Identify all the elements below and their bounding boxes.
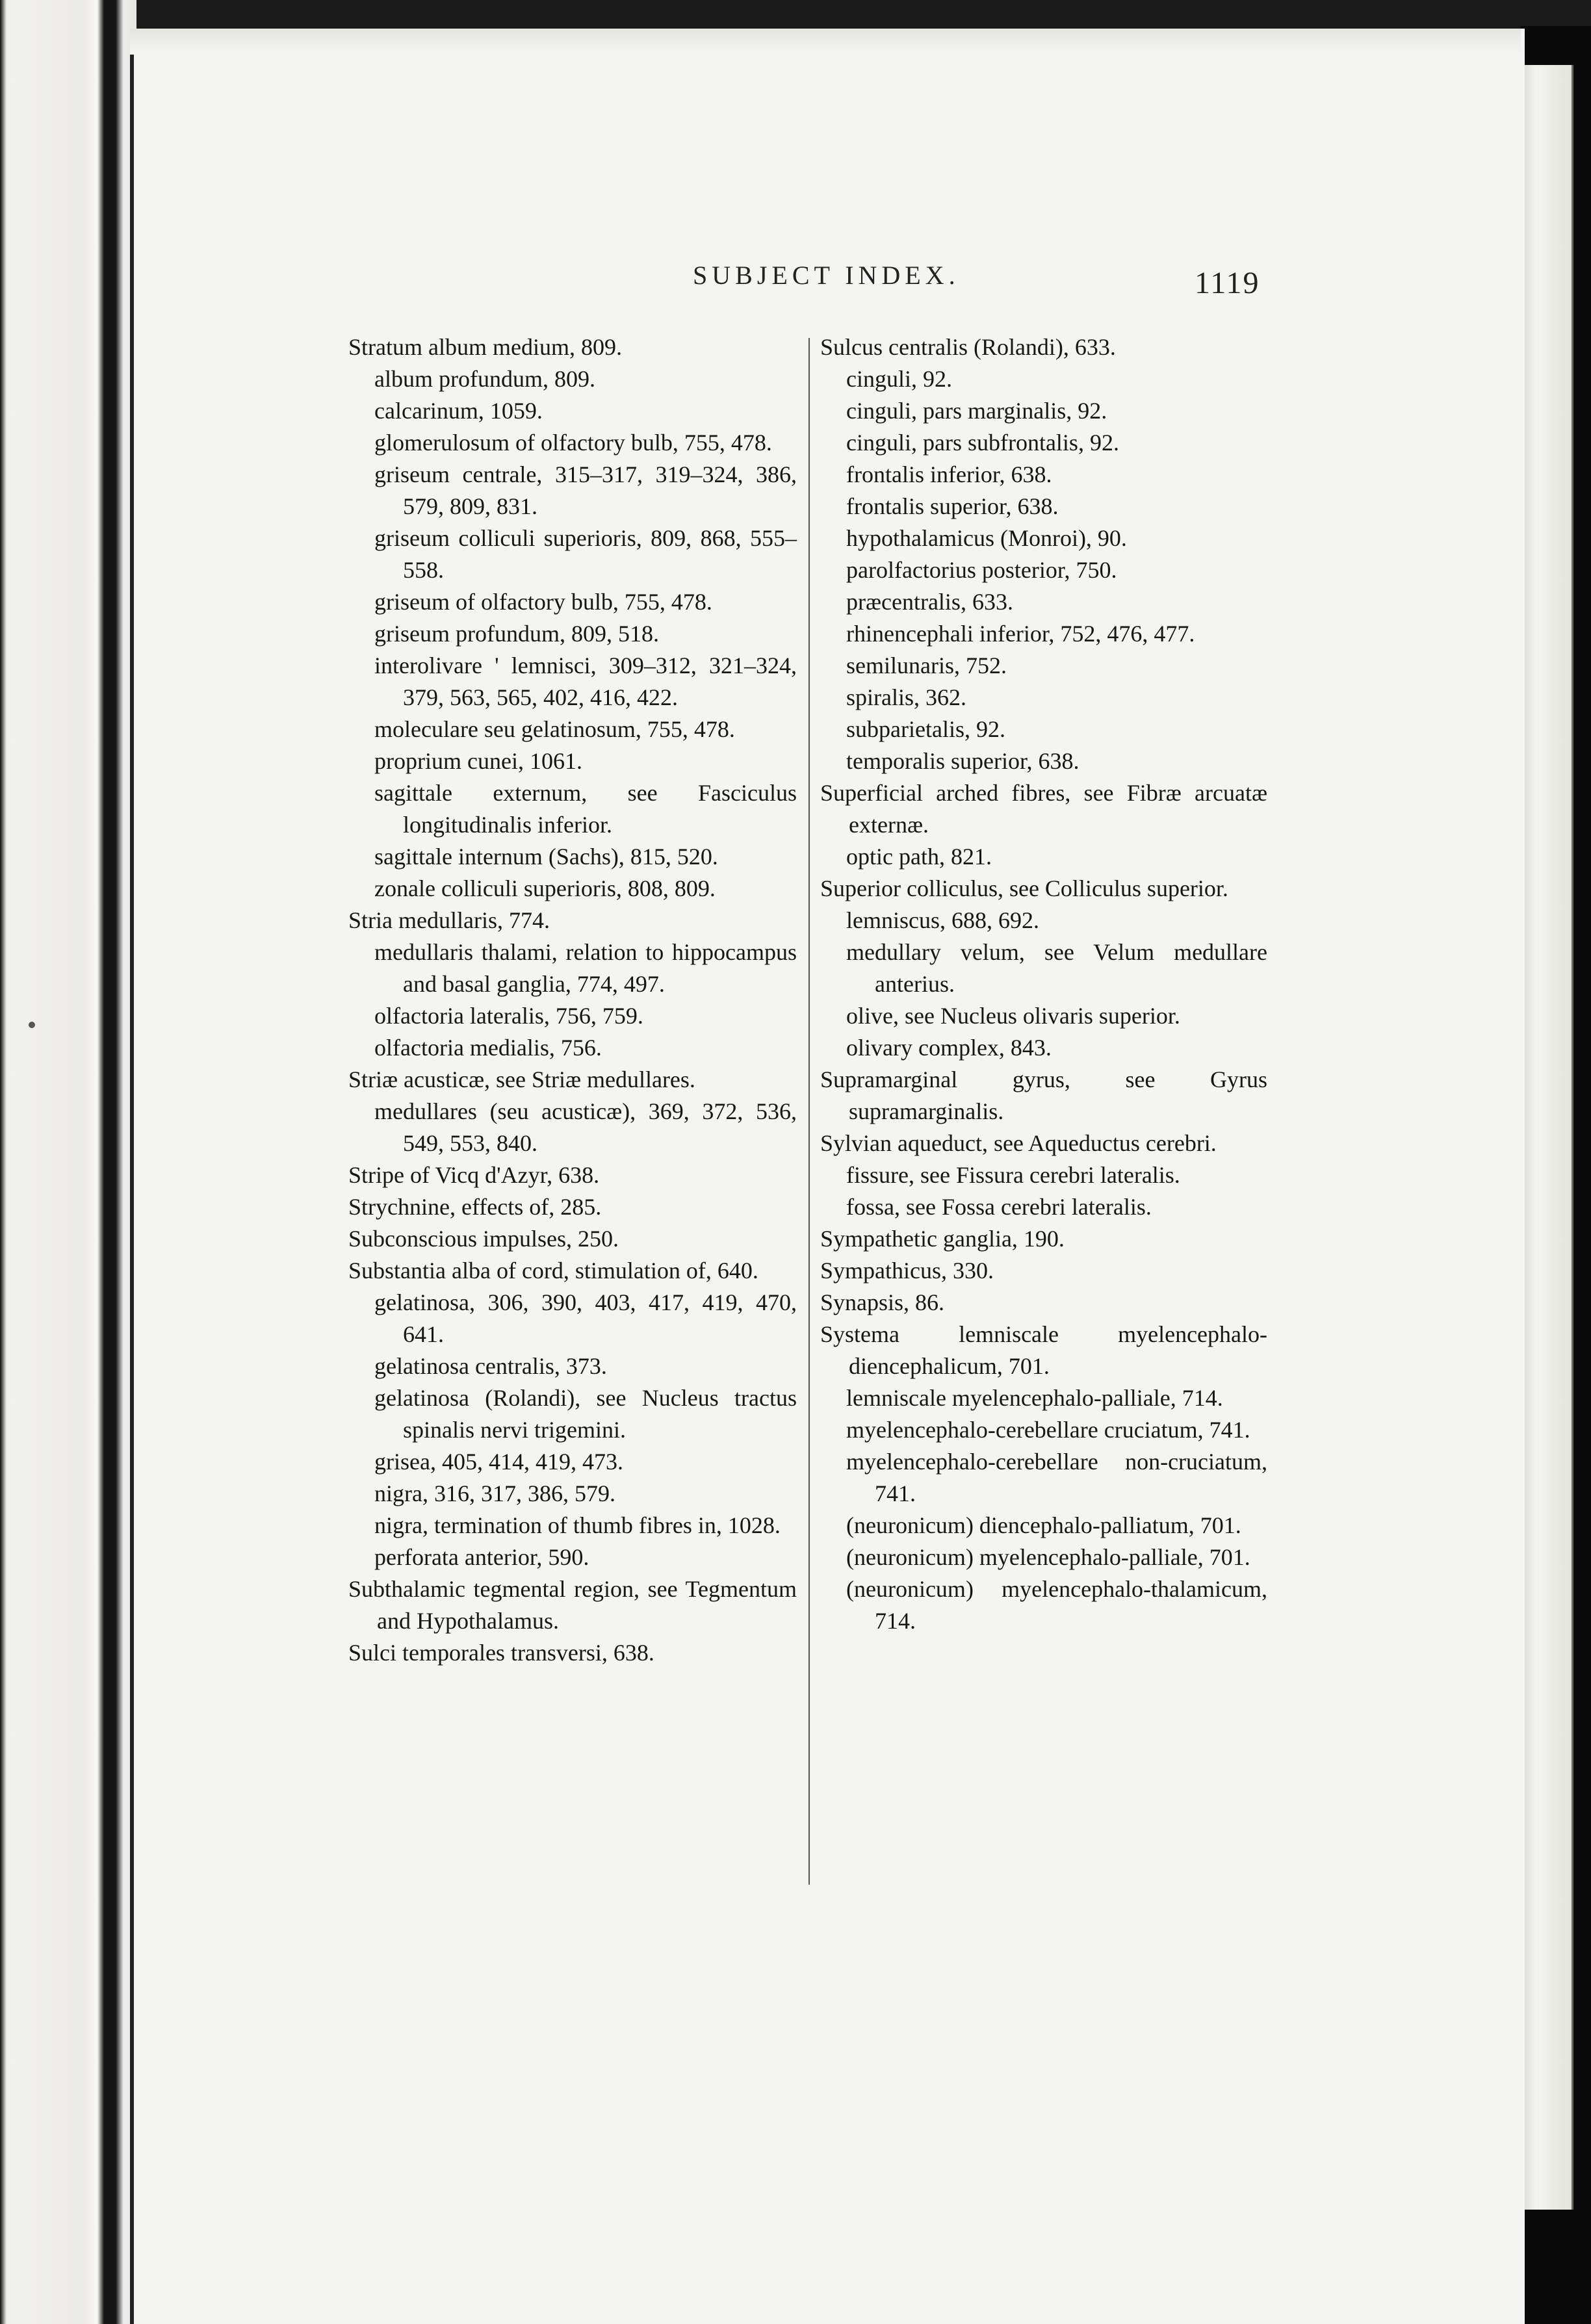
index-entry: Substantia alba of cord, stimulation of, 640.: [348, 1258, 758, 1284]
index-entry: Striæ acusticæ, see Striæ medullares.: [348, 1066, 695, 1092]
index-subentry: (neuronicum) myelencephalo-thalamicum, 714.: [846, 1576, 1267, 1634]
index-entry: Sulci temporales transversi, 638.: [348, 1640, 654, 1666]
index-entry: Strychnine, effects of, 285.: [348, 1194, 602, 1220]
index-subentry: frontalis superior, 638.: [846, 493, 1059, 519]
index-subentry: (neuronicum) myelencephalo-palliale, 701.: [846, 1544, 1250, 1570]
index-subentry: griseum profundum, 809, 518.: [374, 621, 659, 647]
index-subentry: cinguli, 92.: [846, 366, 952, 392]
index-entry: Supramarginal gyrus, see Gyrus supramarginalis.: [820, 1066, 1267, 1124]
index-subentry: sagittale internum (Sachs), 815, 520.: [374, 844, 718, 870]
index-entry: Subthalamic tegmental region, see Tegmentum and Hypothalamus.: [348, 1576, 797, 1634]
index-subentry: olfactoria medialis, 756.: [374, 1035, 602, 1061]
index-subentry: frontalis inferior, 638.: [846, 461, 1052, 487]
index-subentry: rhinencephali inferior, 752, 476, 477.: [846, 621, 1195, 647]
index-subentry: gelatinosa, 306, 390, 403, 417, 419, 470, 641.: [374, 1289, 797, 1347]
index-subentry: griseum colliculi superioris, 809, 868, 555–558.: [374, 525, 797, 583]
index-subentry: fossa, see Fossa cerebri lateralis.: [846, 1194, 1152, 1220]
index-subentry: optic path, 821.: [846, 844, 992, 870]
index-subentry: album profundum, 809.: [374, 366, 595, 392]
index-entry: Sympathetic ganglia, 190.: [820, 1226, 1065, 1252]
index-subentry: glomerulosum of olfactory bulb, 755, 478.: [374, 430, 772, 456]
page-top-edge: [130, 29, 1521, 55]
index-subentry: lemniscus, 688, 692.: [846, 907, 1039, 933]
back-page-edge: [1521, 65, 1573, 2210]
index-subentry: medullary velum, see Velum medullare anterius.: [846, 939, 1267, 997]
index-subentry: medullaris thalami, relation to hippocampus and basal ganglia, 774, 497.: [374, 939, 797, 997]
index-subentry: cinguli, pars marginalis, 92.: [846, 398, 1107, 424]
index-entry: Sympathicus, 330.: [820, 1258, 994, 1284]
index-subentry: olivary complex, 843.: [846, 1035, 1052, 1061]
index-subentry: præcentralis, 633.: [846, 589, 1013, 615]
index-subentry: perforata anterior, 590.: [374, 1544, 589, 1570]
index-subentry: gelatinosa (Rolandi), see Nucleus tractus spinalis nervi trigemini.: [374, 1385, 797, 1443]
index-entry: Subconscious impulses, 250.: [348, 1226, 619, 1252]
index-subentry: gelatinosa centralis, 373.: [374, 1353, 607, 1379]
index-column-right: [820, 331, 1267, 1637]
index-subentry: myelencephalo-cerebellare non-cruciatum, 741.: [846, 1449, 1267, 1506]
index-subentry: subparietalis, 92.: [846, 716, 1005, 742]
index-subentry: hypothalamicus (Monroi), 90.: [846, 525, 1127, 551]
index-subentry: spiralis, 362.: [846, 684, 966, 710]
index-subentry: griseum of olfactory bulb, 755, 478.: [374, 589, 712, 615]
index-entry: Stria medullaris, 774.: [348, 907, 550, 933]
index-entry: Stratum album medium, 809.: [348, 334, 622, 360]
index-subentry: interolivare ' lemnisci, 309–312, 321–324, 379, 563, 565, 402, 416, 422.: [374, 652, 797, 710]
index-subentry: nigra, termination of thumb fibres in, 1028.: [374, 1512, 781, 1538]
index-subentry: fissure, see Fissura cerebri lateralis.: [846, 1162, 1180, 1188]
index-subentry: cinguli, pars subfrontalis, 92.: [846, 430, 1119, 456]
index-subentry: lemniscale myelencephalo-palliale, 714.: [846, 1385, 1223, 1411]
index-subentry: myelencephalo-cerebellare cruciatum, 741.: [846, 1417, 1250, 1443]
index-subentry: sagittale externum, see Fasciculus longitudinalis inferior.: [374, 780, 797, 838]
index-entry: Synapsis, 86.: [820, 1289, 945, 1315]
index-column-left: [348, 331, 797, 1669]
page-number: 1119: [1195, 266, 1260, 300]
index-subentry: olfactoria lateralis, 756, 759.: [374, 1003, 643, 1029]
index-subentry: medullares (seu acusticæ), 369, 372, 536, 549, 553, 840.: [374, 1098, 797, 1156]
index-entry: Systema lemniscale myelencephalo-diencephalicum, 701.: [820, 1321, 1267, 1379]
index-entry: Superior colliculus, see Colliculus superior.: [820, 875, 1228, 901]
index-subentry: proprium cunei, 1061.: [374, 748, 582, 774]
index-subentry: moleculare seu gelatinosum, 755, 478.: [374, 716, 735, 742]
column-divider: [808, 338, 810, 1885]
index-subentry: parolfactorius posterior, 750.: [846, 557, 1117, 583]
index-entry: Superficial arched fibres, see Fibræ arcuatæ externæ.: [820, 780, 1267, 838]
index-subentry: calcarinum, 1059.: [374, 398, 543, 424]
index-subentry: zonale colliculi superioris, 808, 809.: [374, 875, 716, 901]
index-subentry: grisea, 405, 414, 419, 473.: [374, 1449, 623, 1475]
index-subentry: (neuronicum) diencephalo-palliatum, 701.: [846, 1512, 1241, 1538]
index-subentry: temporalis superior, 638.: [846, 748, 1080, 774]
running-head: SUBJECT INDEX.: [693, 261, 960, 290]
index-subentry: nigra, 316, 317, 386, 579.: [374, 1480, 615, 1506]
index-subentry: olive, see Nucleus olivaris superior.: [846, 1003, 1180, 1029]
index-subentry: semilunaris, 752.: [846, 652, 1007, 678]
left-page-edge: [0, 0, 136, 2324]
index-entry: Stripe of Vicq d'Azyr, 638.: [348, 1162, 600, 1188]
index-entry: Sylvian aqueduct, see Aqueductus cerebri.: [820, 1130, 1217, 1156]
speck: [29, 1022, 35, 1028]
index-subentry: griseum centrale, 315–317, 319–324, 386, 579, 809, 831.: [374, 461, 797, 519]
index-entry: Sulcus centralis (Rolandi), 633.: [820, 334, 1116, 360]
